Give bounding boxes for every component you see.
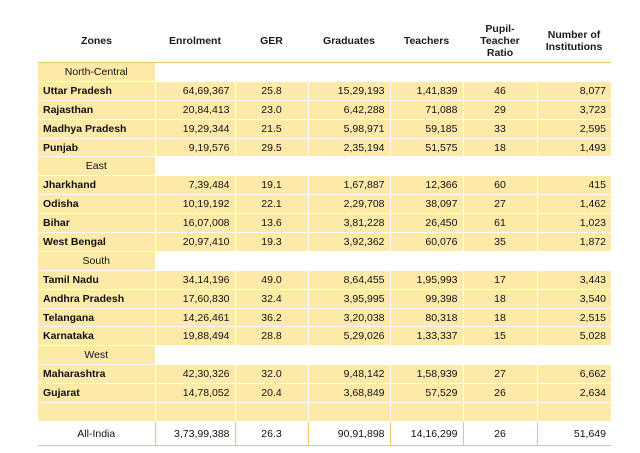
cell-pupil-teacher-ratio: 61 (463, 214, 537, 233)
education-statistics-table-container (38, 20, 611, 446)
cell-pupil-teacher-ratio: 33 (463, 119, 537, 138)
cell-graduates: 1,67,887 (308, 176, 390, 195)
cell-institutions: 2,515 (537, 308, 611, 327)
spacer-cell (308, 403, 390, 422)
spacer-cell (155, 403, 235, 422)
cell-teachers: 59,185 (390, 119, 463, 138)
header-ptr-line2: Ratio (486, 47, 514, 59)
cell-graduates: 15,29,193 (308, 81, 390, 100)
cell-institutions: 6,662 (537, 365, 611, 384)
table-body (38, 63, 611, 446)
spacer-cell (537, 403, 611, 422)
cell-pupil-teacher-ratio: 46 (463, 81, 537, 100)
cell-enrolment: 64,69,367 (155, 81, 235, 100)
table-row (38, 327, 611, 346)
cell-pupil-teacher-ratio: 26 (463, 384, 537, 403)
table-row (38, 365, 611, 384)
cell-ger: 28.8 (235, 327, 308, 346)
cell-teachers: 51,575 (390, 138, 463, 157)
cell-state: Gujarat (38, 384, 155, 403)
zone-header-row (38, 63, 611, 82)
total-cell-ger: 26.3 (235, 422, 308, 446)
spacer-cell (390, 403, 463, 422)
cell-state: Madhya Pradesh (38, 119, 155, 138)
table-row (38, 100, 611, 119)
cell-ger: 19.3 (235, 233, 308, 252)
cell-teachers: 38,097 (390, 195, 463, 214)
zone-row-fill (155, 251, 611, 270)
cell-graduates: 3,68,849 (308, 384, 390, 403)
zone-row-fill (155, 346, 611, 365)
cell-institutions: 415 (537, 176, 611, 195)
header-row (38, 20, 611, 63)
cell-ger: 49.0 (235, 270, 308, 289)
cell-teachers: 57,529 (390, 384, 463, 403)
table-row (38, 270, 611, 289)
cell-state: Rajasthan (38, 100, 155, 119)
cell-teachers: 12,366 (390, 176, 463, 195)
cell-teachers: 99,398 (390, 289, 463, 308)
header-enrolment: Enrolment (155, 20, 235, 63)
total-cell-enrolment: 3,73,99,388 (155, 422, 235, 446)
cell-ger: 22.1 (235, 195, 308, 214)
table-row (38, 214, 611, 233)
zone-label: East (38, 157, 155, 176)
cell-enrolment: 34,14,196 (155, 270, 235, 289)
cell-state: Maharashtra (38, 365, 155, 384)
cell-institutions: 5,028 (537, 327, 611, 346)
cell-state: Tamil Nadu (38, 270, 155, 289)
zone-label: West (38, 346, 155, 365)
total-cell-pupil-teacher-ratio: 26 (463, 422, 537, 446)
cell-institutions: 2,595 (537, 119, 611, 138)
cell-ger: 29.5 (235, 138, 308, 157)
zone-header-row (38, 157, 611, 176)
cell-state: Karnataka (38, 327, 155, 346)
cell-graduates: 2,35,194 (308, 138, 390, 157)
cell-pupil-teacher-ratio: 29 (463, 100, 537, 119)
cell-ger: 32.4 (235, 289, 308, 308)
header-ger: GER (235, 20, 308, 63)
cell-graduates: 3,20,038 (308, 308, 390, 327)
cell-pupil-teacher-ratio: 60 (463, 176, 537, 195)
cell-institutions: 1,493 (537, 138, 611, 157)
table-row (38, 233, 611, 252)
cell-ger: 36.2 (235, 308, 308, 327)
cell-enrolment: 16,07,008 (155, 214, 235, 233)
cell-teachers: 71,088 (390, 100, 463, 119)
cell-state: Andhra Pradesh (38, 289, 155, 308)
table-row (38, 138, 611, 157)
cell-institutions: 3,540 (537, 289, 611, 308)
cell-pupil-teacher-ratio: 18 (463, 308, 537, 327)
cell-institutions: 3,443 (537, 270, 611, 289)
cell-institutions: 1,872 (537, 233, 611, 252)
header-teachers: Teachers (390, 20, 463, 63)
header-inst-line2: Institutions (545, 41, 603, 53)
zone-row-fill (155, 63, 611, 82)
cell-enrolment: 7,39,484 (155, 176, 235, 195)
cell-pupil-teacher-ratio: 18 (463, 289, 537, 308)
cell-pupil-teacher-ratio: 27 (463, 195, 537, 214)
spacer-cell (38, 403, 155, 422)
zone-header-row (38, 251, 611, 270)
cell-graduates: 6,42,288 (308, 100, 390, 119)
cell-state: Odisha (38, 195, 155, 214)
cell-state: Uttar Pradesh (38, 81, 155, 100)
cell-graduates: 5,98,971 (308, 119, 390, 138)
cell-ger: 32.0 (235, 365, 308, 384)
cell-enrolment: 10,19,192 (155, 195, 235, 214)
total-cell-state: All-India (38, 422, 155, 446)
total-row (38, 422, 611, 446)
cell-graduates: 9,48,142 (308, 365, 390, 384)
cell-pupil-teacher-ratio: 35 (463, 233, 537, 252)
header-ptr-line1: Pupil-Teacher (480, 23, 520, 47)
cell-enrolment: 17,60,830 (155, 289, 235, 308)
cell-institutions: 8,077 (537, 81, 611, 100)
cell-graduates: 3,81,228 (308, 214, 390, 233)
cell-pupil-teacher-ratio: 17 (463, 270, 537, 289)
cell-teachers: 1,33,337 (390, 327, 463, 346)
cell-pupil-teacher-ratio: 18 (463, 138, 537, 157)
spacer-cell (463, 403, 537, 422)
cell-enrolment: 20,84,413 (155, 100, 235, 119)
spacer-row (38, 403, 611, 422)
cell-pupil-teacher-ratio: 15 (463, 327, 537, 346)
cell-teachers: 80,318 (390, 308, 463, 327)
cell-state: Punjab (38, 138, 155, 157)
education-statistics-table (38, 20, 611, 446)
zone-row-fill (155, 157, 611, 176)
cell-enrolment: 9,19,576 (155, 138, 235, 157)
cell-state: Bihar (38, 214, 155, 233)
cell-ger: 20.4 (235, 384, 308, 403)
cell-teachers: 1,41,839 (390, 81, 463, 100)
cell-state: Jharkhand (38, 176, 155, 195)
cell-state: Telangana (38, 308, 155, 327)
cell-institutions: 1,023 (537, 214, 611, 233)
cell-graduates: 3,92,362 (308, 233, 390, 252)
cell-state: West Bengal (38, 233, 155, 252)
cell-graduates: 8,64,455 (308, 270, 390, 289)
cell-graduates: 2,29,708 (308, 195, 390, 214)
table-row (38, 308, 611, 327)
header-zones: Zones (38, 20, 155, 63)
zone-label: South (38, 251, 155, 270)
cell-enrolment: 14,26,461 (155, 308, 235, 327)
table-row (38, 81, 611, 100)
cell-graduates: 3,95,995 (308, 289, 390, 308)
cell-enrolment: 19,29,344 (155, 119, 235, 138)
cell-ger: 23.0 (235, 100, 308, 119)
cell-institutions: 1,462 (537, 195, 611, 214)
table-row (38, 195, 611, 214)
header-pupil-teacher-ratio (463, 20, 537, 63)
cell-ger: 21.5 (235, 119, 308, 138)
header-number-of-institutions (537, 20, 611, 63)
cell-ger: 25.8 (235, 81, 308, 100)
cell-enrolment: 19,88,494 (155, 327, 235, 346)
table-row (38, 289, 611, 308)
header-graduates: Graduates (308, 20, 390, 63)
cell-ger: 19.1 (235, 176, 308, 195)
cell-ger: 13.6 (235, 214, 308, 233)
spacer-cell (235, 403, 308, 422)
cell-pupil-teacher-ratio: 27 (463, 365, 537, 384)
cell-enrolment: 14,78,052 (155, 384, 235, 403)
total-cell-teachers: 14,16,299 (390, 422, 463, 446)
total-cell-graduates: 90,91,898 (308, 422, 390, 446)
header-inst-line1: Number of (547, 29, 601, 41)
cell-teachers: 60,076 (390, 233, 463, 252)
cell-enrolment: 42,30,326 (155, 365, 235, 384)
cell-teachers: 1,95,993 (390, 270, 463, 289)
zone-label: North-Central (38, 63, 155, 82)
table-row (38, 176, 611, 195)
cell-teachers: 1,58,939 (390, 365, 463, 384)
table-row (38, 384, 611, 403)
zone-header-row (38, 346, 611, 365)
cell-institutions: 2,634 (537, 384, 611, 403)
total-cell-institutions: 51,649 (537, 422, 611, 446)
cell-graduates: 5,29,026 (308, 327, 390, 346)
cell-teachers: 26,450 (390, 214, 463, 233)
cell-enrolment: 20,97,410 (155, 233, 235, 252)
cell-institutions: 3,723 (537, 100, 611, 119)
table-row (38, 119, 611, 138)
